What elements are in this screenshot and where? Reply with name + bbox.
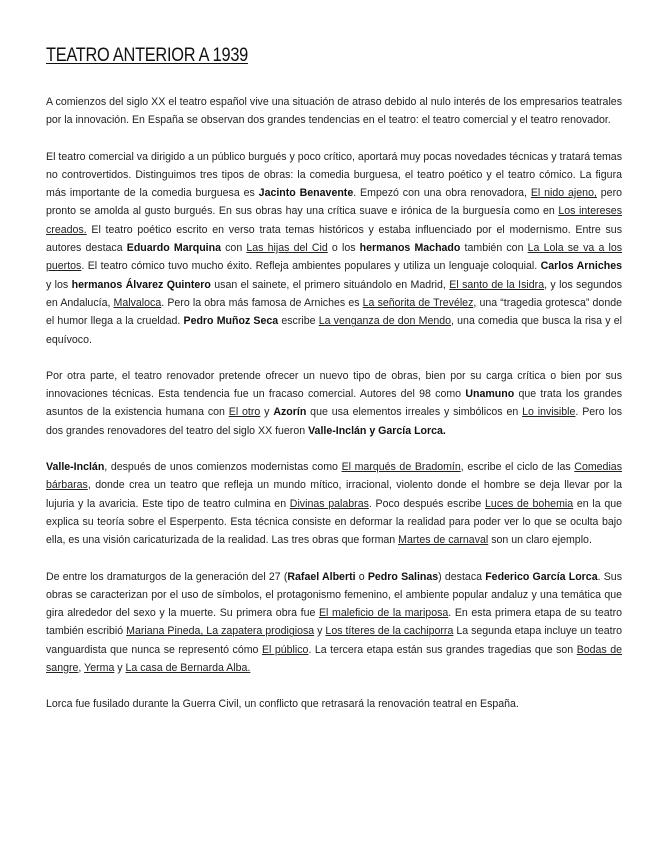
text-run: . Empezó con una obra renovadora, <box>353 187 531 200</box>
text-run: ) destaca <box>438 570 486 583</box>
bold-text: Pedro Salinas <box>367 570 439 583</box>
work-title-text: Mariana Pineda, La zapatera prodigiosa <box>126 625 315 638</box>
text-run: , escribe el ciclo de las <box>460 461 575 474</box>
work-title-text: El nido ajeno, <box>530 187 597 200</box>
work-title-text: El otro <box>228 406 261 419</box>
paragraph-conclusion <box>46 695 622 713</box>
work-title-text: Divinas palabras <box>289 497 369 510</box>
work-title-text: Lo invisible <box>522 406 576 419</box>
paragraph-teatro-comercial <box>46 148 622 349</box>
work-title-text: Los títeres de la cachiporra <box>325 625 454 638</box>
text-run: Lorca fue fusilado durante la Guerra Civil, un conflicto que retrasará la renovación teatral en España. <box>46 698 519 711</box>
bold-text: Rafael Alberti <box>287 570 356 583</box>
text-run: son un claro ejemplo. <box>488 534 592 547</box>
text-run: y <box>114 662 126 675</box>
work-title-text: La casa de Bernarda Alba. <box>125 662 251 675</box>
bold-text: hermanos Machado <box>359 242 461 255</box>
text-run: . En esta primera etapa de su teatro también escribió <box>46 607 623 638</box>
text-run: usan el sainete, el primero situándolo en Madrid, <box>210 278 450 291</box>
bold-text: Pedro Muñoz Seca <box>183 315 279 328</box>
text-run: escribe <box>278 315 319 328</box>
text-run: . El teatro cómico tuvo mucho éxito. Refleja ambientes populares y utiliza un lenguaje coloquial. <box>81 260 541 273</box>
bold-text: Federico García Lorca <box>485 570 598 583</box>
text-run: , donde crea un teatro que refleja un mundo mítico, irracional, violento donde el hombre se deja llevar por la lujuria y la avaricia. Este tipo de teatro culmina en <box>46 479 622 510</box>
text-run: . Poco después escribe <box>368 497 486 510</box>
work-title-text: El santo de la Isidra <box>449 278 545 291</box>
text-run: y los <box>46 278 72 291</box>
bold-text: Valle-Inclán <box>46 461 105 474</box>
work-title-text: El marqués de Bradomín <box>341 461 461 474</box>
bold-text: Eduardo Marquina <box>126 242 221 255</box>
bold-text: hermanos Álvarez Quintero <box>71 278 211 291</box>
text-run: . La tercera etapa están sus grandes tragedias que son <box>308 643 577 656</box>
text-run: pero pronto se amolda al gusto burgués. En sus obras hay una crítica suave e irónica de la burguesía como en <box>46 187 622 218</box>
text-run: , una comedia que busca la risa y el equívoco. <box>46 315 622 346</box>
document-body <box>46 93 622 714</box>
work-title-text: Luces de bohemia <box>485 497 574 510</box>
paragraph-intro <box>46 93 622 130</box>
work-title-text: El maleficio de la mariposa <box>318 607 449 620</box>
text-run: con <box>220 242 247 255</box>
text-run: que usa elementos irreales y simbólicos en <box>306 406 523 419</box>
bold-text: Unamuno <box>465 388 515 401</box>
text-run: , después de unos comienzos modernistas como <box>104 461 342 474</box>
text-run: La segunda etapa incluye un teatro vanguardista que nunca se representó cómo <box>46 625 622 656</box>
page-title: TEATRO ANTERIOR A 1939 <box>46 45 248 66</box>
text-run: El teatro comercial va dirigido a un público burgués y poco crítico, aportará muy pocas novedades técnicas y tratará temas no controvertidos. Distinguimos tres tipos de obras: la comedia burguesa, el teatro poético y el teatro cómico. La figura más importante de la comedia burguesa es <box>46 150 622 200</box>
work-title-text: Los intereses creados. <box>46 205 622 236</box>
paragraph-garcia-lorca <box>46 568 622 678</box>
text-run: o <box>355 570 368 583</box>
text-run: . Pero la obra más famosa de Arniches es <box>161 296 363 309</box>
text-run: El teatro poético escrito en verso trata temas históricos y estaba influenciado por el modernismo. Entre sus autores destaca <box>46 223 622 255</box>
bold-text: Valle-Inclán y García Lorca. <box>308 424 446 437</box>
text-run: A comienzos del siglo XX el teatro español vive una situación de atraso debido al nulo interés de los empresarios teatrales por la innovación. En España se observan dos grandes tendencias en el teatro: el teatro comercial y el teatro renovador. <box>46 96 622 127</box>
work-title-text: Yerma <box>84 662 115 675</box>
work-title-text: Comedias bárbaras <box>46 461 622 492</box>
text-run: en la que explica su teoría sobre el Esperpento. Esta técnica consiste en deformar la realidad para poder ver lo que se oculta bajo ella, es una visión caricaturizada de la realidad. Las tres obras que forman <box>46 497 622 547</box>
text-run: , <box>78 662 85 675</box>
text-run: que trata los grandes asuntos de la existencia humana con <box>46 388 622 419</box>
text-run: Por otra parte, el teatro renovador pretende ofrecer un nuevo tipo de obras, bien por su carga crítica o bien por sus innovaciones técnicas. Esta tendencia fue un fracaso comercial. Autores del 98 como <box>46 369 622 401</box>
work-title-text: Martes de carnaval <box>398 534 489 547</box>
work-title-text: La señorita de Trevélez <box>362 296 474 309</box>
text-run: De entre los dramaturgos de la generación del 27 ( <box>46 570 288 583</box>
bold-text: Azorín <box>273 406 307 419</box>
text-run: . Pero los dos grandes renovadores del teatro del siglo XX fueron <box>46 406 623 437</box>
work-title-text: Bodas de sangre <box>46 643 623 675</box>
text-run: . Sus obras se caracterizan por el uso de símbolos, el protagonismo femenino, el ambiente popular andaluz y una temática que gira alrededor del sexo y la muerte. Su primera obra fue <box>46 570 622 620</box>
paragraph-valle-inclan <box>46 458 622 549</box>
text-run: o los <box>327 242 360 255</box>
text-run: y <box>260 406 274 419</box>
bold-text: Jacinto Benavente <box>258 187 354 200</box>
paragraph-teatro-renovador <box>46 367 622 440</box>
work-title-text: Las hijas del Cid <box>246 242 328 255</box>
work-title-text: Malvaloca <box>113 296 162 309</box>
work-title-text: La venganza de don Mendo <box>318 315 452 328</box>
text-run: , y los segundos en Andalucía, <box>46 278 622 309</box>
text-run: también con <box>460 242 528 255</box>
work-title-text: El público <box>261 643 309 656</box>
text-run: y <box>314 625 326 638</box>
bold-text: Carlos Arniches <box>540 260 622 273</box>
work-title-text: La Lola se va a los puertos <box>46 242 623 273</box>
text-run: , una “tragedia grotesca” donde el humor llega a la crueldad. <box>46 296 622 328</box>
